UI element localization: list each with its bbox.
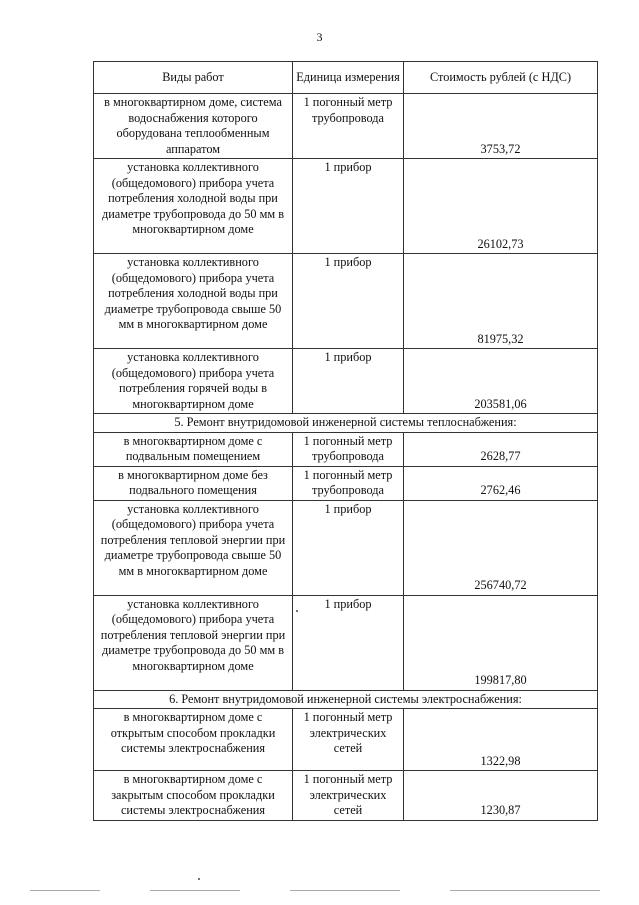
cost-cell: 3753,72	[404, 94, 598, 159]
scan-edge-line	[450, 890, 600, 891]
tariff-table	[93, 61, 598, 821]
unit-cell: 1 прибор	[293, 349, 404, 414]
table-row	[94, 466, 598, 500]
section-header-row	[94, 414, 598, 433]
header-cost: Стоимость рублей (с НДС)	[404, 62, 598, 94]
table-row	[94, 500, 598, 595]
table-row	[94, 709, 598, 771]
table-header-row	[94, 62, 598, 94]
cost-cell: 2628,77	[404, 432, 598, 466]
scan-edge-line	[30, 890, 100, 891]
cost-cell: 199817,80	[404, 595, 598, 690]
work-type-cell: в многоквартирном доме с открытым способом прокладки системы электроснабжения	[94, 709, 293, 771]
cost-cell: 1322,98	[404, 709, 598, 771]
table-row	[94, 254, 598, 349]
unit-cell: 1 погонный метр трубопровода	[293, 466, 404, 500]
table-row	[94, 349, 598, 414]
unit-cell: 1 прибор	[293, 159, 404, 254]
table-row	[94, 595, 598, 690]
header-work-type: Виды работ	[94, 62, 293, 94]
cost-cell: 81975,32	[404, 254, 598, 349]
scan-speck	[296, 610, 298, 612]
work-type-cell: в многоквартирном доме с закрытым способом прокладки системы электроснабжения	[94, 771, 293, 821]
unit-cell: 1 погонный метр трубопровода	[293, 432, 404, 466]
section-title: 5. Ремонт внутридомовой инженерной системы теплоснабжения:	[94, 414, 598, 433]
page-number: 3	[316, 30, 323, 44]
unit-cell: 1 погонный метр трубопровода	[293, 94, 404, 159]
unit-cell: 1 прибор	[293, 595, 404, 690]
unit-cell: 1 погонный метр электрических сетей	[293, 771, 404, 821]
header-unit: Единица измерения	[293, 62, 404, 94]
section-title: 6. Ремонт внутридомовой инженерной системы электроснабжения:	[94, 690, 598, 709]
work-type-cell: установка коллективного (общедомового) прибора учета потребления горячей воды в многоквартирном доме	[94, 349, 293, 414]
cost-cell: 26102,73	[404, 159, 598, 254]
work-type-cell: в многоквартирном доме, система водоснабжения которого оборудована теплообменным аппаратом	[94, 94, 293, 159]
work-type-cell: установка коллективного (общедомового) прибора учета потребления холодной воды при диаметре трубопровода свыше 50 мм в многоквартирном доме	[94, 254, 293, 349]
cost-cell: 203581,06	[404, 349, 598, 414]
table-row	[94, 771, 598, 821]
cost-cell: 1230,87	[404, 771, 598, 821]
work-type-cell: установка коллективного (общедомового) прибора учета потребления холодной воды при диаметре трубопровода до 50 мм в многоквартирном доме	[94, 159, 293, 254]
cost-cell: 2762,46	[404, 466, 598, 500]
table-row	[94, 432, 598, 466]
table-body	[94, 94, 598, 821]
section-header-row	[94, 690, 598, 709]
work-type-cell: установка коллективного (общедомового) прибора учета потребления тепловой энергии при диаметре трубопровода свыше 50 мм в многоквартирном доме	[94, 500, 293, 595]
table-row	[94, 94, 598, 159]
work-type-cell: установка коллективного (общедомового) прибора учета потребления тепловой энергии при диаметре трубопровода до 50 мм в многоквартирном доме	[94, 595, 293, 690]
unit-cell: 1 погонный метр электрических сетей	[293, 709, 404, 771]
work-type-cell: в многоквартирном доме без подвального помещения	[94, 466, 293, 500]
scan-speck	[198, 878, 200, 880]
work-type-cell: в многоквартирном доме с подвальным помещением	[94, 432, 293, 466]
unit-cell: 1 прибор	[293, 500, 404, 595]
table-row	[94, 159, 598, 254]
scan-edge-line	[150, 890, 240, 891]
cost-cell: 256740,72	[404, 500, 598, 595]
unit-cell: 1 прибор	[293, 254, 404, 349]
scan-edge-line	[290, 890, 400, 891]
